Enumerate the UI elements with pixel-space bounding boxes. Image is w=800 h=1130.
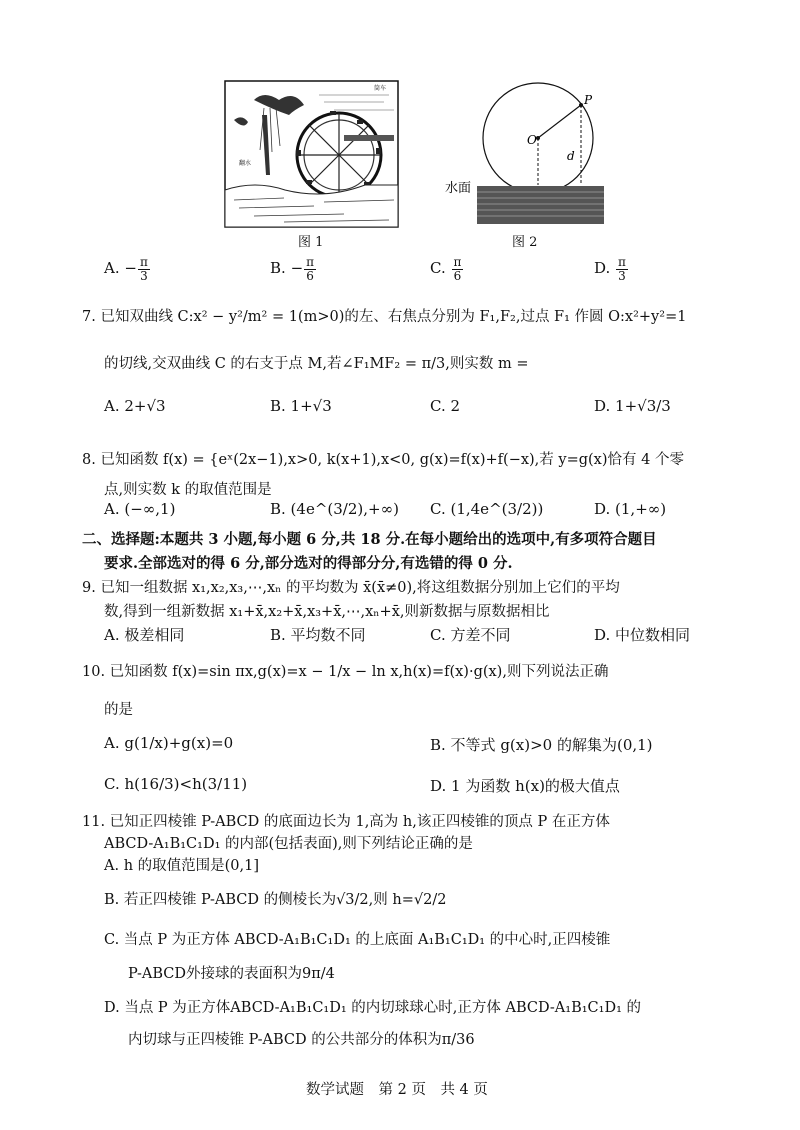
- q8-option-c: C. (1,4e^(3/2)): [430, 500, 544, 518]
- q8-stem-line2: 点,则实数 k 的取值范围是: [104, 482, 272, 498]
- figure-2: [445, 78, 605, 228]
- q9-stem-line1: 9. 已知一组数据 x₁,x₂,x₃,⋯,xₙ 的平均数为 x̄(x̄≠0),将这组数据分别加上它们的平均: [82, 580, 620, 596]
- q8-option-a: A. (−∞,1): [104, 500, 176, 518]
- q6-option-d: D. $\frac{\pi}{3}$: [594, 255, 626, 283]
- q11-option-b: B. 若正四棱锥 P-ABCD 的侧棱长为√3/2,则 h=√2/2: [104, 892, 447, 908]
- figure-2-caption: 图 2: [512, 235, 538, 250]
- label-d: d: [567, 149, 575, 163]
- q7-stem-line1: 7. 已知双曲线 C:x² − y²/m² = 1(m>0)的左、右焦点分别为 F₁,F₂,过点 F₁ 作圆 O:x²+y²=1: [82, 309, 687, 325]
- q6-c-label: C.: [430, 259, 446, 278]
- q9-option-b: B. 平均数不同: [270, 626, 366, 644]
- q6-option-a: A. − $\frac{\pi}{3}$: [104, 255, 148, 283]
- q6-option-b: B. − $\frac{\pi}{6}$: [270, 255, 315, 283]
- q7-option-a: A. 2+√3: [104, 397, 166, 415]
- q8-option-d: D. (1,+∞): [594, 500, 667, 518]
- label-P: P: [584, 93, 593, 107]
- q10-stem-line2: 的是: [104, 702, 133, 718]
- q10-option-b: B. 不等式 g(x)>0 的解集为(0,1): [430, 736, 653, 754]
- q11-option-c-line2: P-ABCD外接球的表面积为9π/4: [128, 966, 335, 982]
- q9-option-c: C. 方差不同: [430, 626, 511, 644]
- q6-option-c: C. $\frac{\pi}{6}$: [430, 255, 462, 283]
- q11-option-d-line2: 内切球与正四棱锥 P-ABCD 的公共部分的体积为π/36: [128, 1032, 475, 1048]
- q7-option-b: B. 1+√3: [270, 397, 332, 415]
- q9-option-d: D. 中位数相同: [594, 626, 691, 644]
- q6-b-label: B.: [270, 259, 286, 278]
- q10-stem-line1: 10. 已知函数 f(x)=sin πx,g(x)=x − 1/x − ln x,h(x)=f(x)·g(x),则下列说法正确: [82, 664, 609, 680]
- q10-option-c: C. h(16/3)<h(3/11): [104, 775, 248, 793]
- q11-option-c-line1: C. 当点 P 为正方体 ABCD-A₁B₁C₁D₁ 的上底面 A₁B₁C₁D₁ 的中心时,正四棱锥: [104, 932, 611, 948]
- figure-1-caption: 图 1: [298, 235, 324, 250]
- water-wheel-woodcut-image: [224, 80, 399, 228]
- q8-stem-line1: 8. 已知函数 f(x) = {eˣ(2x−1),x>0, k(x+1),x<0, g(x)=f(x)+f(−x),若 y=g(x)恰有 4 个零: [82, 452, 684, 468]
- q6-d-label: D.: [594, 259, 611, 278]
- q7-option-d: D. 1+√3/3: [594, 397, 671, 415]
- q11-option-d-line1: D. 当点 P 为正方体ABCD-A₁B₁C₁D₁ 的内切球球心时,正方体 ABCD-A₁B₁C₁D₁ 的: [104, 1000, 642, 1016]
- q10-option-a: A. g(1/x)+g(x)=0: [104, 734, 234, 752]
- q8-option-b: B. (4e^(3/2),+∞): [270, 500, 399, 518]
- q7-option-c: C. 2: [430, 397, 461, 415]
- wheel-diagram: [445, 78, 605, 228]
- woodcut-label-1: 翻水: [239, 160, 252, 167]
- q7-stem-line2: 的切线,交双曲线 C 的右支于点 M,若∠F₁MF₂ = π/3,则实数 m =: [104, 356, 529, 372]
- q6-a-label: A.: [104, 259, 120, 278]
- label-O: O: [527, 133, 537, 147]
- q9-option-a: A. 极差相同: [104, 626, 185, 644]
- q11-stem-line1: 11. 已知正四棱锥 P-ABCD 的底面边长为 1,高为 h,该正四棱锥的顶点 P 在正方体: [82, 814, 610, 830]
- woodcut-label-2: 筒车: [374, 85, 387, 92]
- section-2-heading-line2: 要求.全部选对的得 6 分,部分选对的得部分分,有选错的得 0 分.: [104, 555, 513, 572]
- q11-option-a: A. h 的取值范围是(0,1]: [104, 858, 260, 874]
- q11-stem-line2: ABCD-A₁B₁C₁D₁ 的内部(包括表面),则下列结论正确的是: [104, 836, 473, 852]
- section-2-heading-line1: 二、选择题:本题共 3 小题,每小题 6 分,共 18 分.在每小题给出的选项中,有多项符合题目: [82, 531, 657, 548]
- water-label: 水面: [445, 181, 472, 196]
- q9-stem-line2: 数,得到一组新数据 x₁+x̄,x₂+x̄,x₃+x̄,⋯,xₙ+x̄,则新数据与原数据相比: [104, 604, 550, 620]
- q10-option-d: D. 1 为函数 h(x)的极大值点: [430, 777, 620, 795]
- figure-1: [224, 80, 399, 228]
- page-footer: 数学试题 第 2 页 共 4 页: [306, 1082, 488, 1098]
